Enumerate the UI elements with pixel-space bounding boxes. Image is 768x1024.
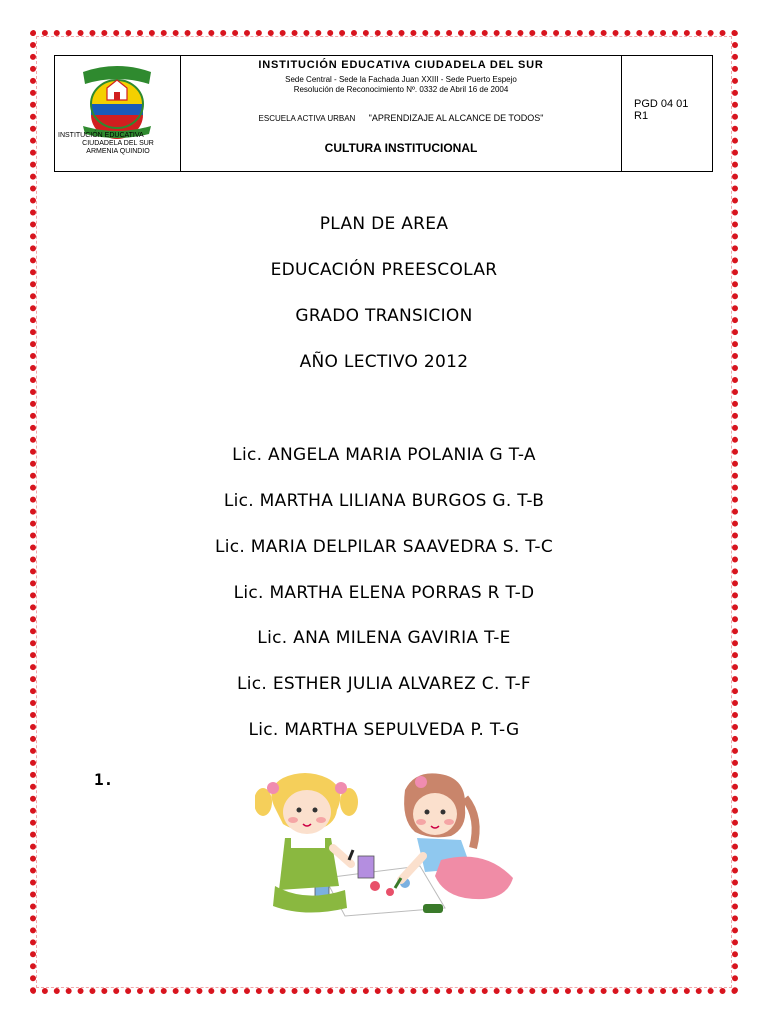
teacher-line: Lic. MARTHA LILIANA BURGOS G. T-B <box>223 491 545 511</box>
logo-caption-line: INSTITUCIÓN EDUCATIVA <box>58 132 144 139</box>
code-line: PGD 04 01 <box>634 98 689 110</box>
subject-title: EDUCACIÓN PREESCOLAR <box>270 260 498 280</box>
document-code <box>634 98 688 122</box>
grade-title: GRADO TRANSICION <box>295 306 473 326</box>
list-number: 1. <box>94 770 114 789</box>
girls-painting-illustration <box>255 768 517 918</box>
document-code-cell <box>622 56 712 171</box>
institution-logo <box>77 64 157 140</box>
teacher-line: Lic. ANGELA MARIA POLANIA G T-A <box>232 445 536 465</box>
logo-caption <box>57 132 179 156</box>
institution-name: INSTITUCIÓN EDUCATIVA CIUDADELA DEL SUR <box>258 59 544 71</box>
header-sedes <box>181 75 621 95</box>
logo-caption-line: ARMENIA QUINDIO <box>86 148 150 155</box>
document-header <box>54 55 713 172</box>
logo-caption-line: CIUDADELA DEL SUR <box>82 140 154 147</box>
resolution-line: Resolución de Reconocimiento Nº. 0332 de Abril 16 de 2004 <box>293 85 509 94</box>
teacher-line: Lic. MARTHA ELENA PORRAS R T-D <box>233 583 535 603</box>
teacher-line: Lic. MARIA DELPILAR SAAVEDRA S. T-C <box>214 537 554 557</box>
teacher-line: Lic. ANA MILENA GAVIRIA T-E <box>257 628 511 648</box>
slogan: "APRENDIZAJE AL ALCANCE DE TODOS" <box>368 113 544 123</box>
teacher-line: Lic. MARTHA SEPULVEDA P. T-G <box>248 720 520 740</box>
sedes-line: Sede Central - Sede la Fachada Juan XXIII - Sede Puerto Espejo <box>285 75 517 84</box>
escuela-row <box>181 113 621 123</box>
header-title-cell <box>181 56 622 171</box>
section-title: CULTURA INSTITUCIONAL <box>324 141 478 155</box>
escuela-label: ESCUELA ACTIVA URBAN <box>258 114 356 123</box>
teacher-line: Lic. ESTHER JULIA ALVAREZ C. T-F <box>236 674 531 694</box>
plan-title: PLAN DE AREA <box>319 214 449 234</box>
year-title: AÑO LECTIVO 2012 <box>299 352 469 372</box>
logo-cell <box>55 56 181 171</box>
code-line: R1 <box>634 110 649 122</box>
